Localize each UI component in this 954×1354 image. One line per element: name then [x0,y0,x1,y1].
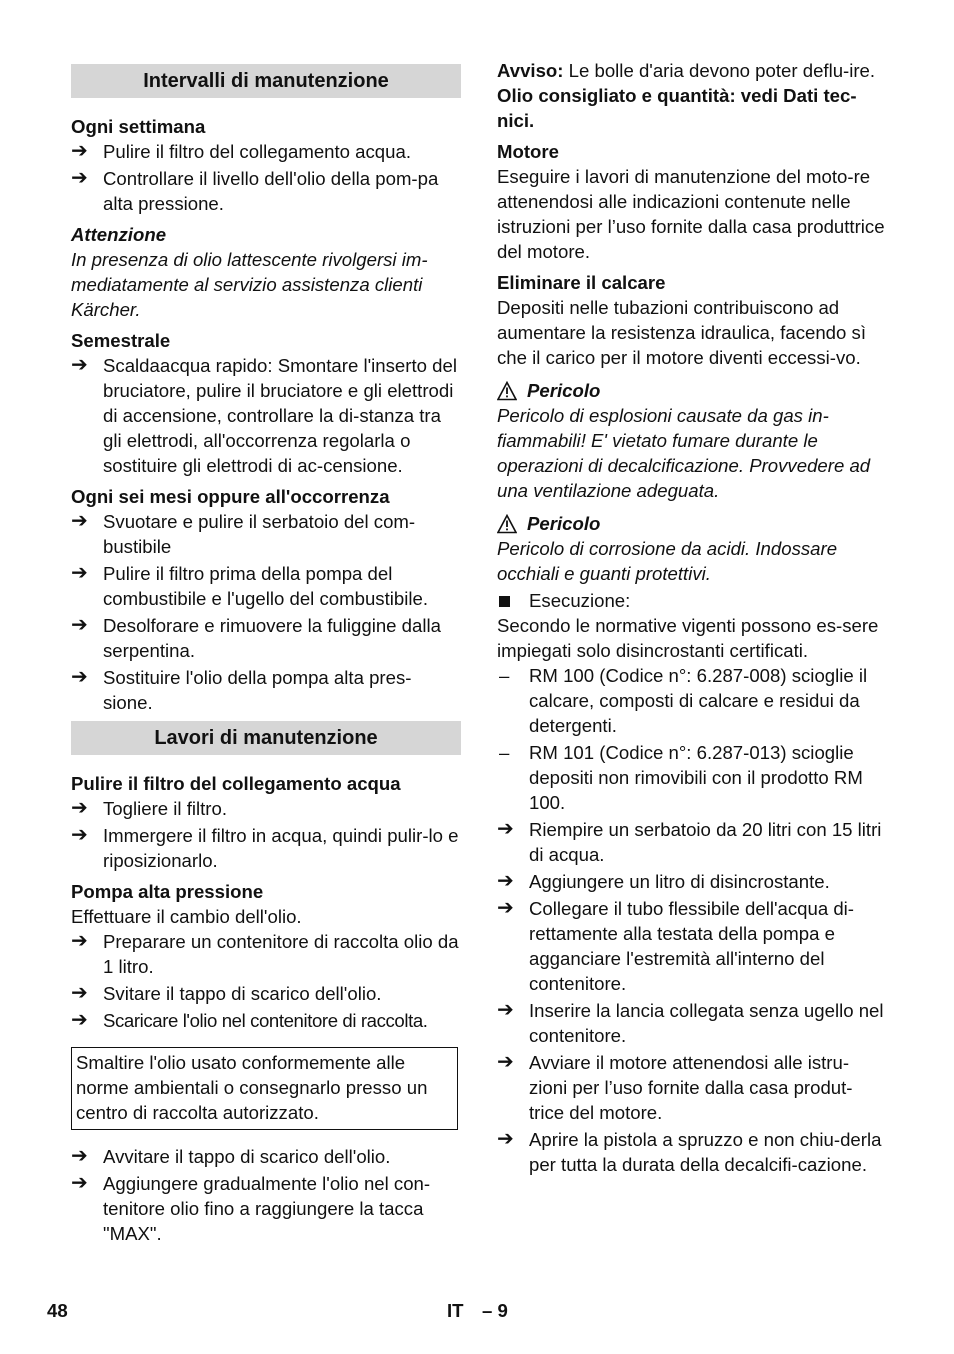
weekly-title: Ogni settimana [71,116,206,137]
descale-title: Eliminare il calcare [497,272,666,293]
list-item: ➔ Togliere il filtro. [71,797,228,819]
list-item: ➔ Svitare il tappo di scarico dell'olio. [71,982,382,1004]
list-item: ➔ Collegare il tubo flessibile dell'acqua di-rettamente alla testata della pompa e agganciare l'estremità all'interno del contenitore. [497,897,854,994]
list-item: ➔ Inserire la lancia collegata senza ugello nel contenitore. [497,999,884,1046]
warning-triangle-icon [497,514,517,534]
arrow-right-icon: ➔ [71,614,88,636]
arrow-right-icon: ➔ [71,797,88,819]
warning-triangle-icon [497,381,517,401]
notice-paragraph [497,58,887,83]
pump-title: Pompa alta pressione [71,881,264,902]
dash-bullet-icon: – [499,665,510,686]
execution-text: Secondo le normative vigenti possono es-sere impiegati solo disincrostanti certificati. [497,615,879,661]
pump-intro: Effettuare il cambio dell'olio. [71,906,302,927]
attention-title: Attenzione [71,224,167,245]
arrow-right-icon: ➔ [497,897,514,919]
section-header-maintenance-intervals: Intervalli di manutenzione [71,64,461,98]
list-item: ➔ Svuotare e pulire il serbatoio del com-bustibile [71,510,416,557]
list-item: ➔ Immergere il filtro in acqua, quindi pulir-lo e riposizionarlo. [71,824,459,871]
list-item: ➔ Pulire il filtro del collegamento acqua. [71,140,411,162]
arrow-right-icon: ➔ [497,870,514,892]
section-header-maintenance-work: Lavori di manutenzione [71,721,461,755]
descale-steps [497,817,887,1177]
arrow-right-icon: ➔ [71,930,88,952]
danger-text-1: Pericolo di esplosioni causate da gas in-fiammabili! E' vietato fumare durante le operazioni di decalcificazione. Provvedere ad una ventilazione adeguata. [497,405,871,501]
arrow-right-icon: ➔ [71,354,88,376]
right-column [497,58,887,1179]
dash-bullet-icon: – [499,742,510,763]
arrow-right-icon: ➔ [71,982,88,1004]
arrow-right-icon: ➔ [497,1051,514,1073]
arrow-right-icon: ➔ [71,562,88,584]
pump-list-2 [71,1144,461,1246]
arrow-right-icon: ➔ [71,167,88,189]
left-column [71,58,461,1248]
arrow-right-icon: ➔ [497,999,514,1021]
arrow-right-icon: ➔ [71,666,88,688]
descaler-list [497,663,887,815]
list-item: ➔ Avviare il motore attenendosi alle istru-zioni per l’uso fornite dalla casa produt-trice del motore. [497,1051,853,1123]
list-item: ➔ Riempire un serbatoio da 20 litri con 15 litri di acqua. [497,818,882,865]
arrow-right-icon: ➔ [71,1145,88,1167]
oil-note: Olio consigliato e quantità: vedi Dati tec-nici. [497,85,857,131]
arrow-right-icon: ➔ [497,818,514,840]
list-item: ➔ Avvitare il tappo di scarico dell'olio. [71,1145,391,1167]
language-code: IT [447,1300,464,1321]
motor-title: Motore [497,141,559,162]
motor-text: Eseguire i lavori di manutenzione del moto-re attenendosi alle indicazioni contenute nelle istruzioni per l’uso fornite dalla casa produttrice del motore. [497,166,885,262]
descale-text: Depositi nelle tubazioni contribuiscono ad aumentare la resistenza idraulica, facendo sì che il carico per il motore diventi eccessi-vo. [497,297,866,368]
clean-filter-title: Pulire il filtro del collegamento acqua [71,773,401,794]
square-bullet-icon [499,596,510,607]
page-number: 48 [47,1300,68,1321]
list-item: ➔ Scaldaacqua rapido: Smontare l'inserto del bruciatore, pulire il bruciatore e gli elettrodi di accensione, controllare la di-stanza tra gli elettrodi, all'occorrenza regolarla o sostituire gli elettrodi di ac-censione. [71,354,457,476]
notice-label: Avviso: [497,60,564,81]
list-item: – RM 101 (Codice n°: 6.287-013) scioglie depositi non rimovibili con il prodotto RM 100. [499,742,863,813]
arrow-right-icon: ➔ [71,824,88,846]
danger-heading-2: Pericolo [497,511,887,536]
sub-page-number: – 9 [482,1300,508,1321]
six-months-title: Ogni sei mesi oppure all'occorrenza [71,486,390,507]
list-item: ➔ Aggiungere gradualmente l'olio nel con-tenitore olio fino a raggiungere la tacca "MAX". [71,1172,431,1244]
arrow-right-icon: ➔ [71,1009,88,1031]
disposal-note-box: Smaltire l'olio usato conformemente alle norme ambientali o consegnarlo presso un centro di raccolta autorizzato. [71,1047,458,1130]
danger-heading-1: Pericolo [497,378,887,403]
list-item: ➔ Sostituire l'olio della pompa alta pres-sione. [71,666,412,713]
weekly-list [71,139,461,216]
clean-filter-list [71,796,461,873]
list-item: ➔ Aprire la pistola a spruzzo e non chiu-derla per tutta la durata della decalcifi-cazione. [497,1128,882,1175]
list-item: ➔ Preparare un contenitore di raccolta olio da 1 litro. [71,930,459,977]
list-item: ➔ Scaricare l'olio nel contenitore di raccolta. [71,1009,428,1031]
arrow-right-icon: ➔ [71,1172,88,1194]
attention-text: In presenza di olio lattescente rivolgersi im-mediatamente al servizio assistenza clienti Kärcher. [71,249,428,320]
arrow-right-icon: ➔ [497,1128,514,1150]
notice-text: Le bolle d'aria devono poter deflu-ire. [563,60,876,81]
semestral-title: Semestrale [71,330,171,351]
pump-list [71,929,461,1033]
execution-row: Esecuzione: [497,588,887,613]
six-months-list [71,509,461,715]
list-item: ➔ Pulire il filtro prima della pompa del combustibile e l'ugello del combustibile. [71,562,428,609]
arrow-right-icon: ➔ [71,510,88,532]
arrow-right-icon: ➔ [71,140,88,162]
list-item: ➔ Controllare il livello dell'olio della pom-pa alta pressione. [71,167,439,214]
list-item: ➔ Desolforare e rimuovere la fuliggine dalla serpentina. [71,614,441,661]
semestral-list [71,353,461,478]
list-item: – RM 100 (Codice n°: 6.287-008) scioglie il calcare, composti di calcare e residui da detergenti. [499,665,868,736]
list-item: ➔ Aggiungere un litro di disincrostante. [497,870,830,892]
danger-text-2: Pericolo di corrosione da acidi. Indossare occhiali e guanti protettivi. [497,538,838,584]
